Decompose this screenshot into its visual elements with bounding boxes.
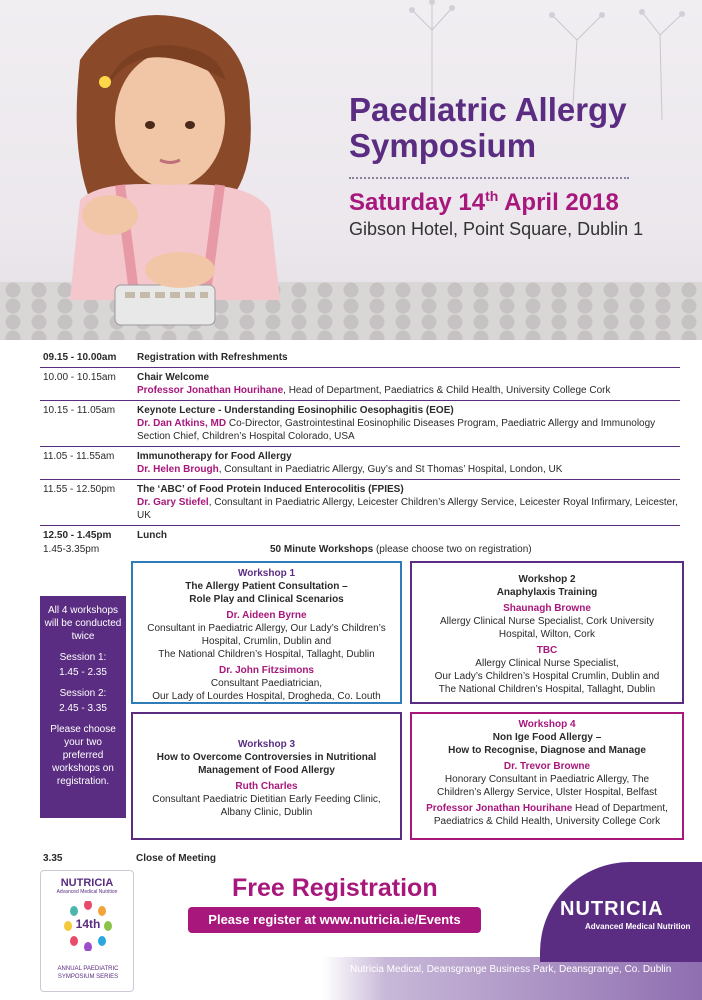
programme-row: [40, 480, 680, 526]
programme-title: The ‘ABC’ of Food Protein Induced Enterocolitis (FPIES): [137, 484, 404, 495]
workshop-title: Non Ige Food Allergy –: [492, 732, 602, 743]
speaker-role: Honorary Consultant in Paediatric Allergy, The: [444, 774, 650, 785]
close-time: 3.35: [43, 853, 63, 864]
speaker-name: Dr. Gary Stiefel: [137, 497, 209, 508]
programme-row: [40, 368, 680, 401]
speaker-role: , Head of Department, Paediatrics & Child Health, University College Cork: [283, 385, 611, 396]
workshop-1-card: [131, 561, 402, 704]
programme-content: [137, 483, 680, 522]
event-date: Saturday 14th April 2018: [349, 188, 619, 216]
speaker-name: Dr. John Fitzsimons: [218, 665, 314, 676]
child-photo: [0, 0, 360, 340]
programme-content: [137, 404, 680, 443]
programme-content: [137, 529, 167, 542]
workshop-title: Management of Food Allergy: [198, 765, 335, 776]
speaker-role: Co-Director, Gastrointestinal Eosinophilic Diseases Program, Paediatric Allergy and Immunology Section Chief, Children’s Hospital Colorado, USA: [137, 418, 656, 442]
programme-speaker-line: [137, 384, 611, 397]
speaker-role: Allergy Clinical Nurse Specialist, Cork University: [440, 616, 654, 627]
workshop-title: The Allergy Patient Consultation –: [185, 581, 348, 592]
session-2-time: 2.45 - 3.35: [59, 703, 107, 714]
programme-content: [137, 450, 562, 476]
workshops-heading-note: (please choose two on registration): [373, 544, 532, 555]
session-1-time: 1.45 - 2.35: [59, 667, 107, 678]
programme-row: [40, 526, 680, 545]
programme-speaker-line: [137, 417, 680, 443]
close-of-meeting: [43, 853, 217, 864]
programme-time: 12.50 - 1.45pm: [43, 530, 112, 541]
speaker-role: Paediatrics & Child Health, University College Cork: [433, 816, 661, 827]
programme-row: [40, 401, 680, 447]
speaker-name: Ruth Charles: [235, 781, 298, 792]
programme-content: [137, 351, 288, 364]
programme-time: 10.15 - 11.05am: [43, 405, 116, 416]
programme-time: 11.55 - 12.50pm: [43, 484, 116, 495]
speaker-name: Dr. Dan Atkins, MD: [137, 418, 227, 429]
close-label: Close of Meeting: [136, 853, 217, 864]
programme-time: 09.15 - 10.00am: [43, 352, 117, 363]
workshops-time: 1.45-3.35pm: [43, 544, 100, 555]
workshop-title: How to Recognise, Diagnose and Manage: [448, 745, 646, 756]
programme-speaker-line: [137, 496, 680, 522]
event-venue: Gibson Hotel, Point Square, Dublin 1: [349, 219, 644, 239]
speaker-role: Hospital, Crumlin, Dublin and: [201, 636, 332, 647]
workshop-4-card: [410, 712, 684, 840]
title-divider: [349, 177, 629, 179]
badge-number: 14th: [75, 917, 101, 931]
session-2-label: Session 2:: [59, 688, 107, 699]
programme-title: Keynote Lecture - Understanding Eosinophilic Oesophagitis (EOE): [137, 405, 454, 416]
session-info-panel: [40, 596, 126, 818]
programme-time: 11.05 - 11.55am: [43, 451, 115, 462]
workshop-title: Anaphylaxis Training: [496, 587, 598, 598]
speaker-role: Our Lady’s Children’s Hospital Crumlin, Dublin and: [434, 671, 660, 682]
programme-row: [40, 348, 680, 368]
speaker-role: Consultant Paediatrician,: [210, 678, 323, 689]
workshop-title: How to Overcome Controversies in Nutritional: [156, 752, 377, 763]
programme-title: Chair Welcome: [137, 372, 210, 383]
speaker-role: Consultant in Paediatric Allergy, Our Lady’s Children’s: [147, 623, 386, 634]
badge-logo: NUTRICIA: [60, 877, 114, 889]
speaker-role: , Consultant in Paediatric Allergy, Guy’s and St Thomas’ Hospital, London, UK: [218, 464, 563, 475]
speaker-role: Head of Department,: [572, 803, 668, 814]
speaker-name: Shaunagh Browne: [503, 603, 591, 614]
speaker-role: Children’s Allergy Service, Ulster Hospital, Belfast: [437, 787, 657, 798]
speaker-name: Dr. Helen Brough: [137, 464, 219, 475]
workshop-label: Workshop 1: [237, 568, 296, 579]
speaker-role: The National Children’s Hospital, Tallaght, Dublin: [438, 684, 656, 695]
programme-title: Immunotherapy for Food Allergy: [137, 451, 292, 462]
workshop-label: Workshop 3: [237, 739, 296, 750]
session-1-label: Session 1:: [59, 652, 107, 663]
programme-speaker-line: [137, 463, 562, 476]
session-outro: Please choose your two preferred workshops on registration.: [50, 724, 116, 787]
workshop-title: Role Play and Clinical Scenarios: [189, 594, 344, 605]
speaker-name: Professor Jonathan Hourihane: [426, 803, 573, 814]
workshop-3-card: [131, 712, 402, 840]
programme-time: 10.00 - 10.15am: [43, 372, 116, 383]
programme-list: [40, 348, 680, 545]
speaker-name: Dr. Trevor Browne: [503, 761, 591, 772]
speaker-role: Allergy Clinical Nurse Specialist,: [475, 658, 619, 669]
footer-address: Nutricia Medical, Deansgrange Business Park, Deansgrange, Co. Dublin: [350, 964, 672, 975]
brand-logo: NUTRICIA: [560, 898, 664, 920]
session-intro: All 4 workshops will be conducted twice: [44, 605, 122, 642]
workshop-label: Workshop 4: [518, 719, 576, 730]
speaker-role: Consultant Paediatric Dietitian Early Feeding Clinic,: [152, 794, 381, 805]
workshop-2-card: [410, 561, 684, 704]
speaker-role: Hospital, Wilton, Cork: [498, 629, 596, 640]
badge-logo-sub: Advanced Medical Nutrition: [56, 889, 118, 895]
symposium-series-badge: [40, 870, 134, 992]
free-registration-heading: Free Registration: [232, 874, 438, 902]
title-line-2: Symposium: [349, 127, 537, 164]
speaker-role: Our Lady of Lourdes Hospital, Drogheda, Co. Louth: [152, 691, 381, 702]
programme-title: Lunch: [137, 530, 167, 541]
speaker-name: Dr. Aideen Byrne: [226, 610, 307, 621]
speaker-role: Albany Clinic, Dublin: [220, 807, 313, 818]
badge-caption: ANNUAL PAEDIATRIC SYMPOSIUM SERIES: [57, 966, 119, 980]
register-link-button[interactable]: Please register at www.nutricia.ie/Events: [188, 907, 481, 933]
programme-content: [137, 371, 611, 397]
hero-banner: [0, 0, 702, 340]
workshop-label: Workshop 2: [518, 574, 576, 585]
title-line-1: Paediatric Allergy: [349, 91, 627, 128]
page-title: [349, 92, 627, 164]
workshops-heading-bold: 50 Minute Workshops: [270, 544, 374, 555]
speaker-role: , Consultant in Paediatric Allergy, Leicester Children’s Allergy Service, Leicester Royal Infirmary, Leicester, UK: [137, 497, 678, 521]
speaker-name: Professor Jonathan Hourihane: [137, 385, 284, 396]
programme-title: Registration with Refreshments: [137, 352, 288, 363]
programme-row: [40, 447, 680, 480]
speaker-name: TBC: [536, 645, 558, 656]
brand-logo-sub: Advanced Medical Nutrition: [585, 922, 691, 931]
speaker-role: The National Children’s Hospital, Tallaght, Dublin: [158, 649, 375, 660]
